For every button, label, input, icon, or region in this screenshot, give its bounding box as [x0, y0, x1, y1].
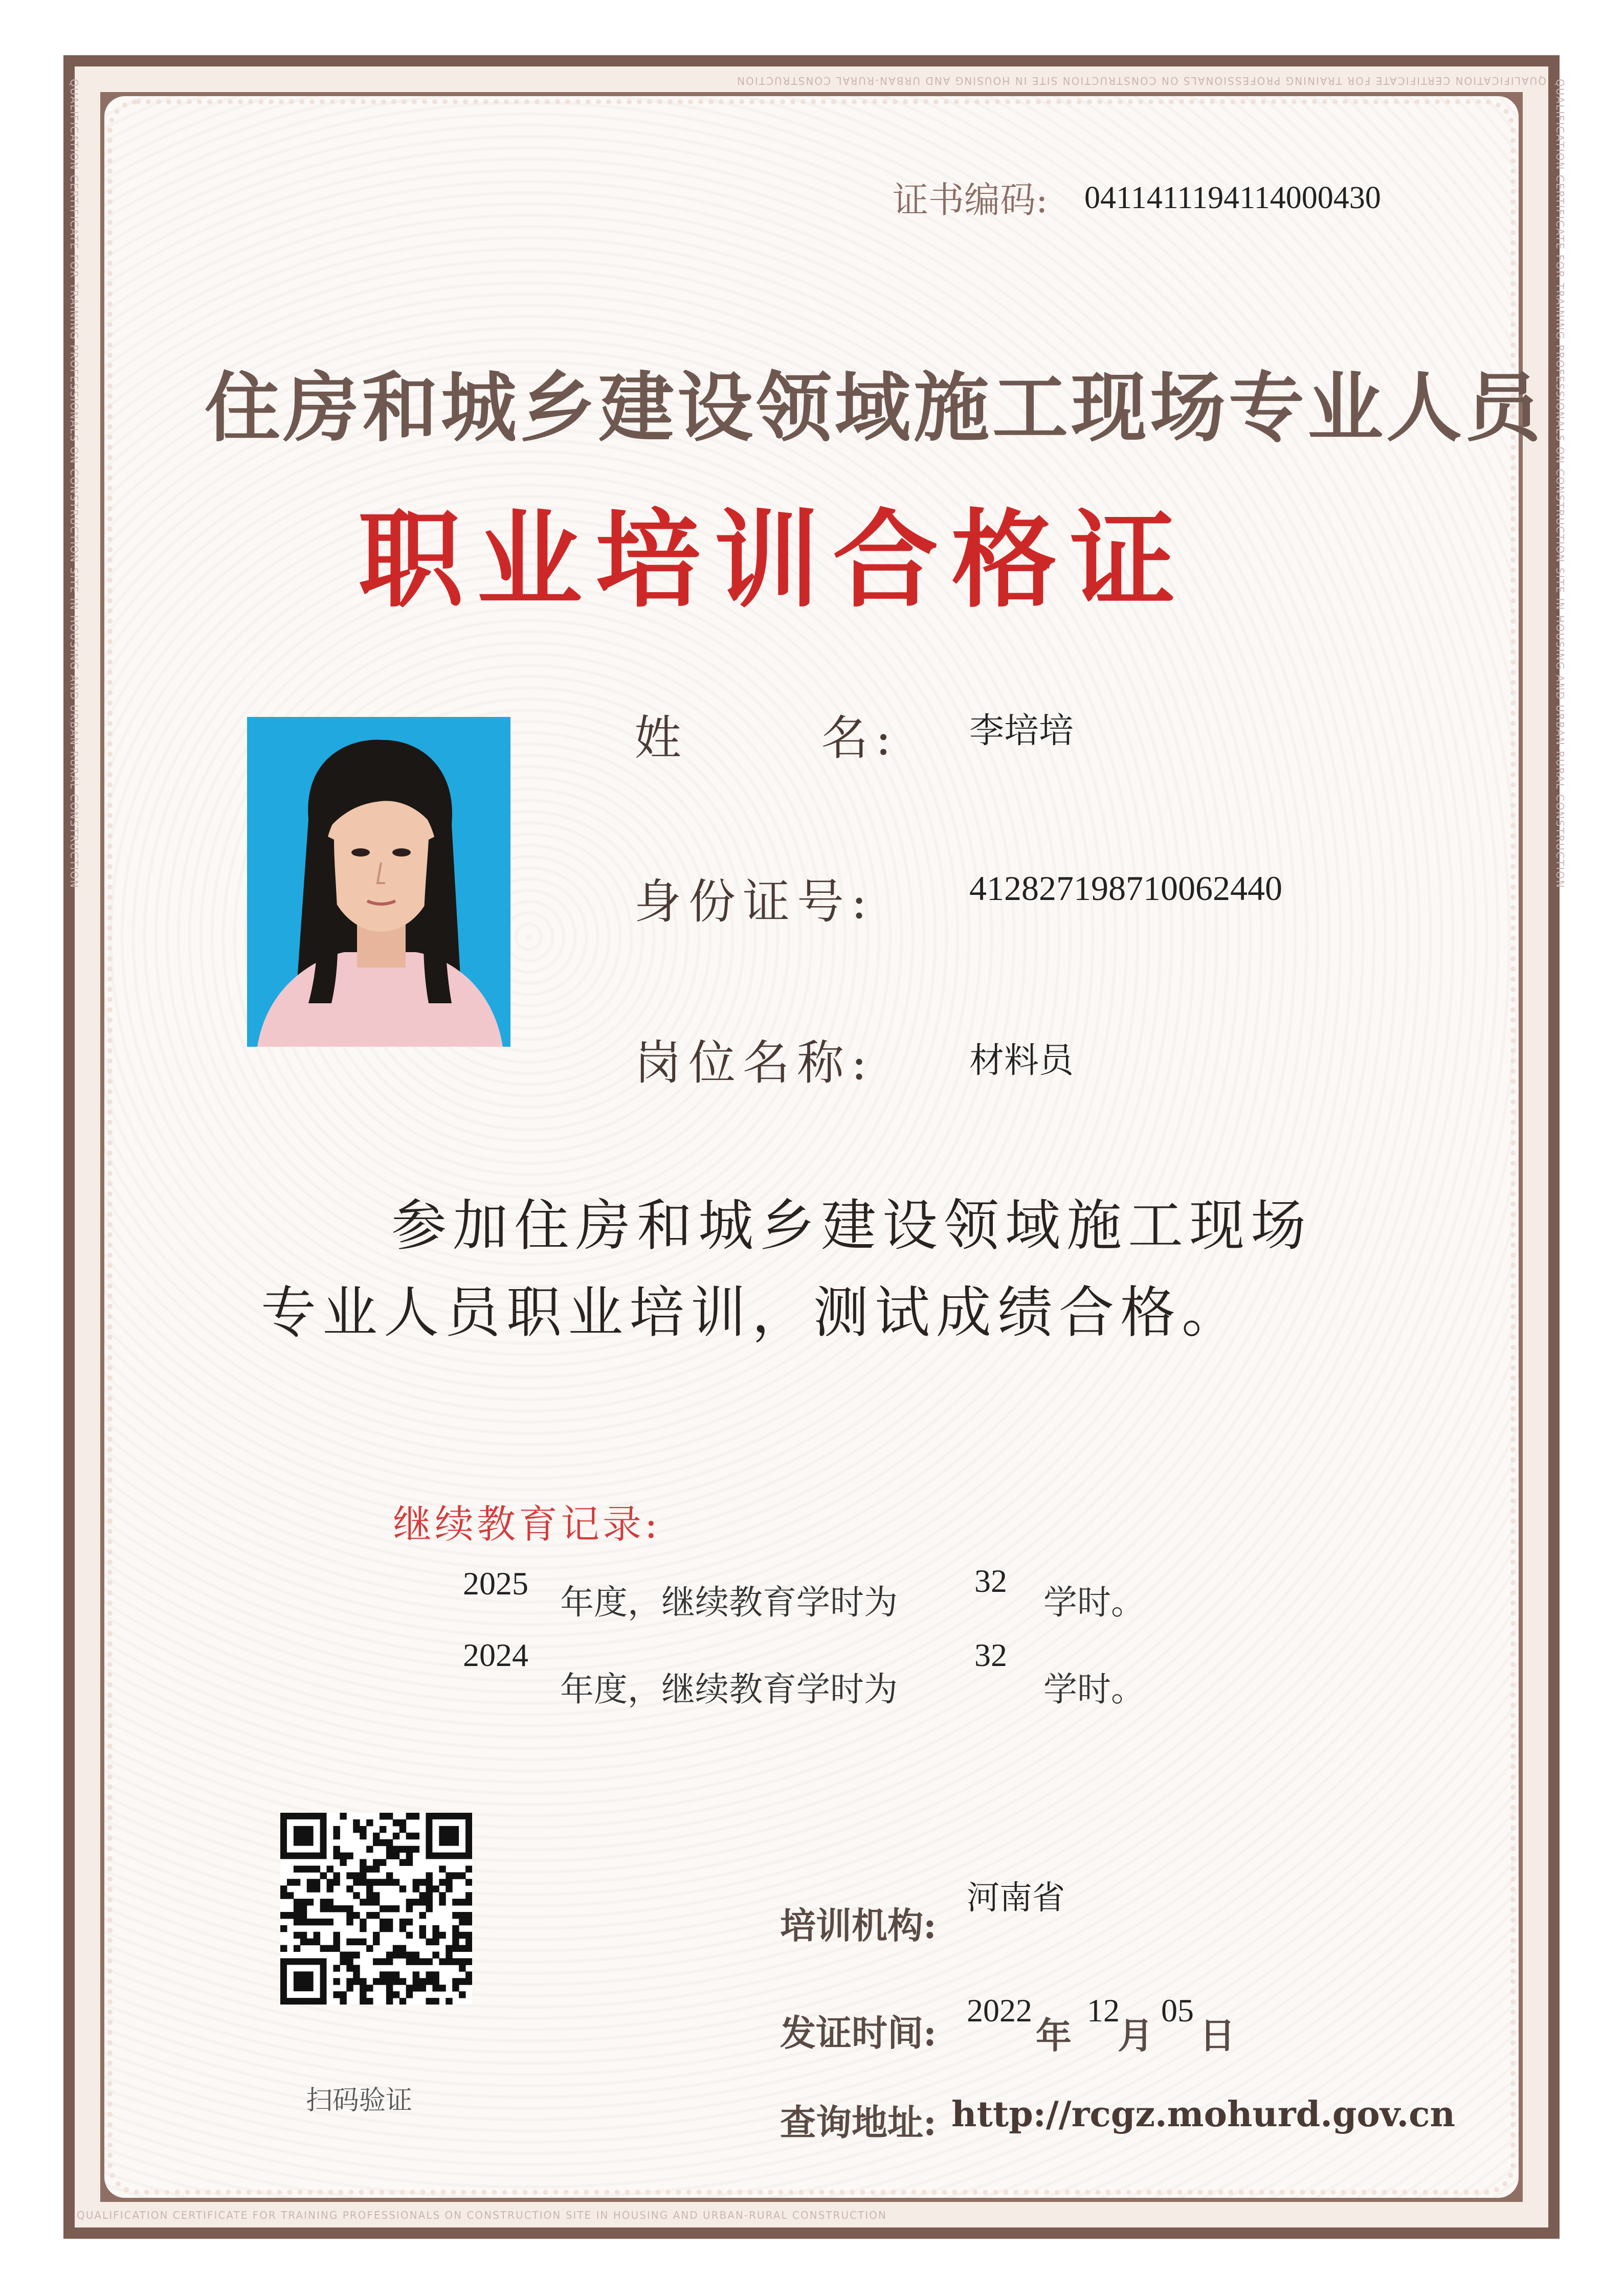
holder-name: 李培培: [969, 711, 1074, 751]
issue-day: 05: [1161, 1992, 1194, 2029]
id-number-label: 身份证号:: [634, 874, 874, 929]
qr-code-image: [280, 1813, 472, 2005]
ce-row-1-text: 年度，继续教育学时为: [560, 1583, 898, 1622]
certificate-number-label: 证书编码:: [893, 179, 1048, 221]
continuing-education-title: 继续教育记录:: [393, 1501, 661, 1547]
certificate-title-line2: 职业培训合格证: [358, 498, 1189, 622]
issue-year: 2022: [967, 1992, 1032, 2029]
statement-line2: 专业人员职业培训，测试成绩合格。: [261, 1281, 1243, 1345]
holder-photo: [247, 717, 510, 1047]
ce-row-2-suffix: 学时。: [1043, 1670, 1145, 1709]
position-label: 岗位名称:: [634, 1036, 874, 1090]
ce-row-2-hours: 32: [974, 1637, 1007, 1673]
ce-row-2-text: 年度，继续教育学时为: [560, 1670, 898, 1709]
id-number: 412827198710062440: [969, 869, 1282, 908]
issue-date-label: 发证时间:: [780, 2012, 937, 2054]
ce-row-1-year: 2025: [463, 1565, 528, 1602]
scan-to-verify-label: 扫码验证: [306, 2085, 413, 2116]
day-unit: 日: [1199, 2014, 1235, 2057]
certificate-number: 0411411194114000430: [1084, 181, 1381, 215]
certificate-title-line1: 住房和城乡建设领域施工现场专业人员: [205, 363, 1544, 452]
ce-row-1-suffix: 学时。: [1043, 1583, 1145, 1622]
query-url-link[interactable]: http://rcgz.mohurd.gov.cn: [951, 2094, 1455, 2135]
portrait-image: [247, 717, 510, 1047]
query-address-label: 查询地址:: [780, 2101, 937, 2144]
microtext-top: QUALIFICATION CERTIFICATE FOR TRAINING PROFESSIONALS ON CONSTRUCTION SITE IN HOUSING AND URBAN-RURAL CONSTRUCTION: [736, 75, 1546, 87]
ce-row-2-year: 2024: [463, 1637, 528, 1673]
statement-line1: 参加住房和城乡建设领域施工现场: [391, 1194, 1312, 1258]
training-institution: 河南省: [967, 1879, 1065, 1917]
year-unit: 年: [1036, 2014, 1072, 2057]
month-unit: 月: [1118, 2014, 1153, 2057]
position-name: 材料员: [969, 1041, 1074, 1081]
microtext-right: QUALIFICATION CERTIFICATE FOR TRAINING PROFESSIONALS ON CONSTRUCTION SITE IN HOUSING AND URBAN-RURAL CONSTRUCTION: [1554, 79, 1566, 889]
ce-row-1-hours: 32: [974, 1563, 1007, 1599]
microtext-left: QUALIFICATION CERTIFICATE FOR TRAINING PROFESSIONALS ON CONSTRUCTION SITE IN HOUSING AND URBAN-RURAL CONSTRUCTION: [68, 79, 80, 889]
training-institution-label: 培训机构:: [780, 1904, 937, 1947]
name-label: 姓 名:: [634, 711, 899, 766]
microtext-bottom: QUALIFICATION CERTIFICATE FOR TRAINING PROFESSIONALS ON CONSTRUCTION SITE IN HOUSING AND URBAN-RURAL CONSTRUCTION: [77, 2209, 887, 2221]
issue-month: 12: [1087, 1992, 1120, 2029]
qr-code[interactable]: [280, 1813, 472, 2005]
